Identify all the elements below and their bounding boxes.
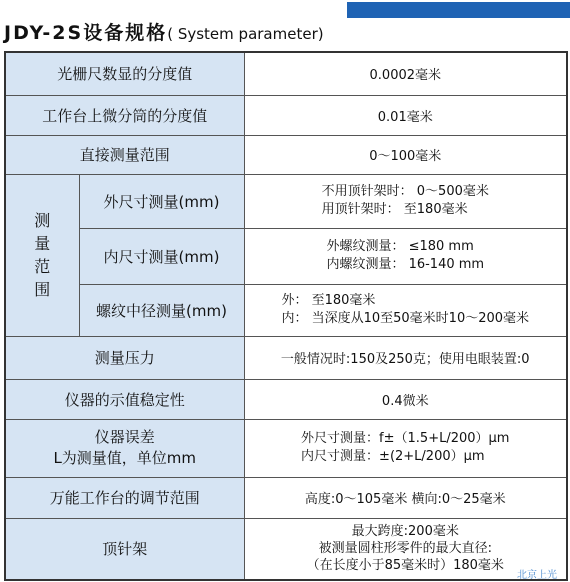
watermark: 北京上光 bbox=[517, 570, 557, 581]
table-row bbox=[5, 284, 567, 336]
value-line: 外尺寸测量：f±（1.5+L/200）μm bbox=[301, 431, 510, 446]
row-value: 0.4微米 bbox=[244, 379, 567, 419]
value-line: 最大跨度:200毫米 bbox=[351, 524, 459, 540]
row-label: 仪器的示值稳定性 bbox=[5, 379, 244, 419]
title-main: JDY-2S设备规格 bbox=[4, 22, 168, 44]
row-value: 0～100毫米 bbox=[244, 135, 567, 174]
table-row bbox=[5, 419, 567, 477]
row-label: 万能工作台的调节范围 bbox=[5, 477, 244, 518]
value-line: （在长度小于85毫米时）180毫米 bbox=[306, 558, 504, 574]
spec-table bbox=[4, 51, 568, 581]
sub-row-label: 内尺寸测量(mm) bbox=[79, 228, 244, 284]
row-value: 一般情况时:150及250克；使用电眼装置:0 bbox=[244, 336, 567, 379]
table-row bbox=[5, 477, 567, 518]
group-label-text: 测量范围 bbox=[34, 211, 51, 299]
value-line: 外： 至180毫米 bbox=[281, 293, 376, 308]
value-line: 被测量圆柱形零件的最大直径: bbox=[318, 541, 492, 557]
table-row bbox=[5, 518, 567, 580]
row-value bbox=[244, 419, 567, 477]
table-row bbox=[5, 95, 567, 135]
row-value: 0.0002毫米 bbox=[244, 52, 567, 95]
row-label: 光栅尺数显的分度值 bbox=[5, 52, 244, 95]
table-row bbox=[5, 228, 567, 284]
table-row bbox=[5, 336, 567, 379]
page-title bbox=[4, 20, 324, 46]
row-value: 高度:0～105毫米 横向:0～25毫米 bbox=[244, 477, 567, 518]
group-label bbox=[5, 174, 79, 336]
sub-row-value bbox=[244, 228, 567, 284]
row-label: 测量压力 bbox=[5, 336, 244, 379]
value-line: 不用顶针架时： 0～500毫米 bbox=[321, 184, 489, 199]
sub-row-value bbox=[244, 174, 567, 228]
table-row bbox=[5, 174, 567, 228]
header-accent-bar bbox=[347, 2, 570, 18]
sub-row-value bbox=[244, 284, 567, 336]
row-label: 直接测量范围 bbox=[5, 135, 244, 174]
title-subtitle: ( System parameter) bbox=[167, 25, 324, 43]
value-line: 内螺纹测量： 16-140 mm bbox=[326, 257, 485, 272]
value-line: 内尺寸测量：±(2+L/200）μm bbox=[301, 449, 485, 464]
row-label bbox=[5, 419, 244, 477]
row-label: 工作台上微分筒的分度值 bbox=[5, 95, 244, 135]
sub-row-label: 螺纹中径测量(mm) bbox=[79, 284, 244, 336]
label-line: L为测量值，单位mm bbox=[53, 449, 197, 467]
table-row bbox=[5, 379, 567, 419]
row-label: 顶针架 bbox=[5, 518, 244, 580]
label-line: 仪器误差 bbox=[94, 428, 155, 446]
value-line: 外螺纹测量： ≤180 mm bbox=[326, 239, 474, 254]
table-row bbox=[5, 52, 567, 95]
sub-row-label: 外尺寸测量(mm) bbox=[79, 174, 244, 228]
row-value: 0.01毫米 bbox=[244, 95, 567, 135]
table-row bbox=[5, 135, 567, 174]
value-line: 内： 当深度从10至50毫米时10～200毫米 bbox=[281, 311, 530, 326]
value-line: 用顶针架时： 至180毫米 bbox=[321, 202, 468, 217]
